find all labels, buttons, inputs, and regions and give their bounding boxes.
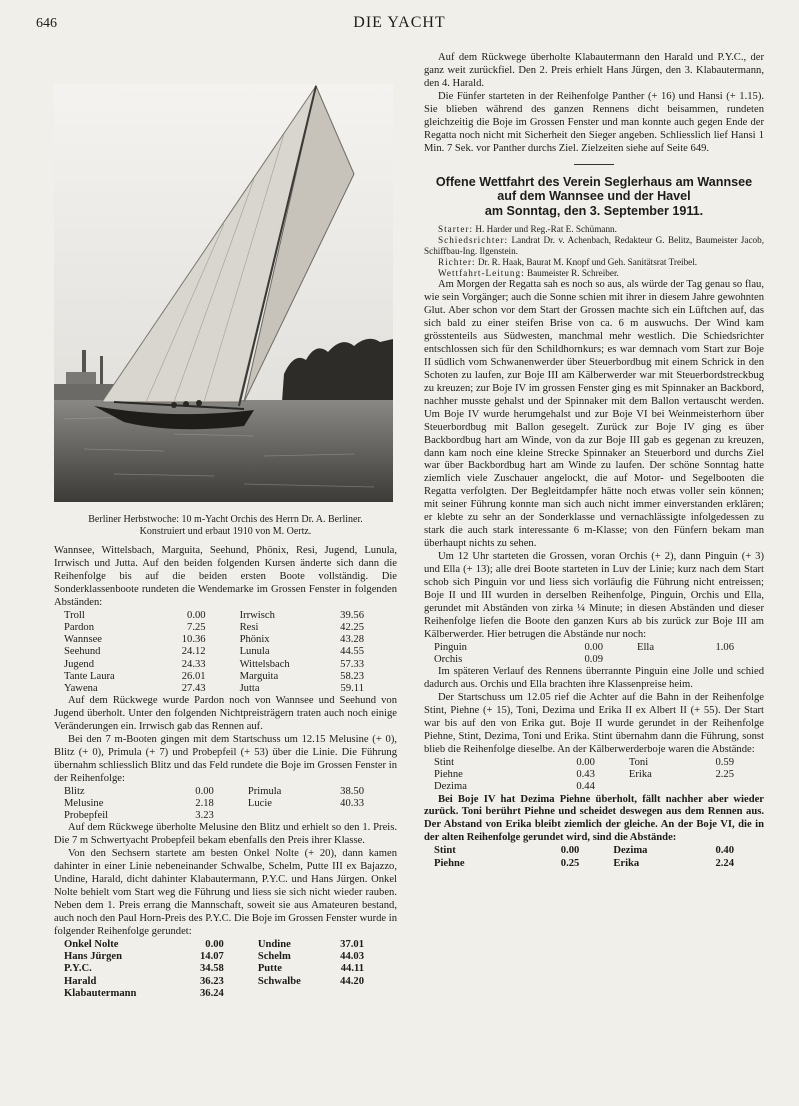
left-paragraph-1: Wannsee, Wittelsbach, Marguita, Seehund, Phönix, Resi, Jugend, Lunula, Irrwisch und Jutta. Auf den beiden folgenden Kursen änderte sich dann die Reihenfolge bis auf die beiden ersten Boote vollständig. Die Sonderklassenboote rundeten die Wendemarke im Grossen Fenster in folgenden Abständen: xyxy=(54,545,397,608)
headline-line-2: auf dem Wannsee und der Havel xyxy=(497,189,691,204)
yacht-photo-image xyxy=(54,84,393,502)
time-cell: 24.33 xyxy=(181,658,206,670)
time-cell: 34.58 xyxy=(199,963,224,975)
boat-name-cell: Putte xyxy=(257,963,282,975)
boat-name-cell: Tante Laura xyxy=(64,670,115,682)
time-cell xyxy=(323,810,364,822)
table-row xyxy=(64,951,364,963)
schiedsrichter-names: Landrat Dr. v. Achenbach, Redakteur G. Belitz, Baumeister Jacob, Schiffbau-Ing. Ilgenstein. xyxy=(424,235,765,257)
boat-name-cell: Jutta xyxy=(239,682,260,694)
time-cell xyxy=(695,654,734,666)
caption-line-1: Berliner Herbstwoche: 10 m-Yacht Orchis des Herrn Dr. A. Berliner. xyxy=(88,514,363,525)
boat-name-cell: Lunula xyxy=(239,646,270,658)
time-cell: 0.00 xyxy=(584,641,604,653)
figure-caption xyxy=(54,514,397,538)
time-cell: 26.01 xyxy=(181,670,206,682)
boat-name-cell: Undine xyxy=(257,939,291,951)
boat-name-cell: Blitz xyxy=(64,785,85,797)
boat-name-cell: P.Y.C. xyxy=(64,963,92,975)
left-paragraph-2: Auf dem Rückwege wurde Pardon noch von Wannsee und Seehund von Jugend überholt. Unter den folgenden Nichtpreisträgern traten auch noch einige Veränderungen ein. Irrwisch gab das Rennen auf. xyxy=(54,695,397,733)
time-cell: 0.00 xyxy=(576,756,595,768)
time-cell: 14.07 xyxy=(199,951,224,963)
time-cell: 39.56 xyxy=(340,609,364,621)
time-cell: 24.12 xyxy=(181,646,206,658)
right-paragraph-7: Bei Boje IV hat Dezima Piehne überholt, fällt nachher aber wieder zurück. Toni berührt Piehne und scheidet deswegen aus dem Rennen aus. Der Abstand von Erika bleibt ziemlich der gleiche. An der Boje VI, die in der alten Reihenfolge gerundet wird, sind die Abstände: xyxy=(424,793,764,844)
boat-name-cell: Irrwisch xyxy=(239,609,275,621)
headline-line-1: Offene Wettfahrt des Verein Seglerhaus am Wannsee xyxy=(435,174,753,189)
table-row xyxy=(64,671,364,683)
time-cell: 43.28 xyxy=(340,634,364,646)
table-row xyxy=(434,654,734,666)
boat-name-cell: Stint xyxy=(434,845,456,857)
left-table-sonderklasse xyxy=(64,610,364,695)
time-cell: 0.09 xyxy=(584,654,604,666)
left-table-6m xyxy=(64,939,364,1000)
time-cell: 10.36 xyxy=(181,634,206,646)
table-row xyxy=(434,858,734,870)
left-column-text xyxy=(54,545,397,1000)
time-cell: 44.20 xyxy=(340,975,364,987)
left-table-7m xyxy=(64,786,364,823)
time-cell: 37.01 xyxy=(340,939,364,951)
boat-name-cell: Schwalbe xyxy=(257,975,301,987)
time-cell: 40.33 xyxy=(340,798,364,810)
boat-name-cell: Schelm xyxy=(257,951,291,963)
boat-name-cell: Resi xyxy=(239,621,259,633)
table-row xyxy=(64,810,364,822)
right-paragraph-5: Im späteren Verlauf des Rennens überrannte Pinguin eine Jolle und schied dadurch aus. Orchis und Ella brachten ihre Klassenpreise heim. xyxy=(424,666,764,691)
time-cell: 38.50 xyxy=(340,785,364,797)
time-cell: 2.18 xyxy=(195,798,214,810)
schiedsrichter-line xyxy=(424,235,764,257)
schiedsrichter-label: Schiedsrichter: xyxy=(438,235,509,246)
table-row xyxy=(434,781,734,793)
time-cell: 36.24 xyxy=(199,987,224,999)
left-paragraph-4: Auf dem Rückwege überholte Melusine den Blitz und erhielt so den 1. Preis. Die 7 m Schwertyacht Probepfeil bekam ebenfalls den Preis ihrer Klasse. xyxy=(54,822,397,847)
boat-name-cell: Onkel Nolte xyxy=(64,939,119,951)
boat-name-cell: Klabautermann xyxy=(64,987,137,999)
boat-name-cell xyxy=(637,654,695,666)
time-cell: 3.23 xyxy=(195,810,214,822)
time-cell: 0.00 xyxy=(187,609,206,621)
table-row xyxy=(64,963,364,975)
table-row xyxy=(434,845,734,857)
boat-name-cell: Melusine xyxy=(64,798,104,810)
time-cell: 0.00 xyxy=(560,845,580,857)
time-cell: 1.06 xyxy=(715,641,734,653)
boat-name-cell: Piehne xyxy=(434,769,463,781)
time-cell: 2.24 xyxy=(715,857,734,869)
table-row xyxy=(64,939,364,951)
table-row xyxy=(64,683,364,695)
time-cell: 57.33 xyxy=(340,658,364,670)
table-row xyxy=(434,757,734,769)
time-cell: 0.00 xyxy=(195,785,214,797)
time-cell: 0.00 xyxy=(205,939,224,951)
boat-name-cell: Wittelsbach xyxy=(239,658,290,670)
boat-name-cell: Primula xyxy=(247,785,282,797)
boat-name-cell xyxy=(258,988,331,1000)
time-cell: 44.11 xyxy=(340,963,364,975)
time-cell: 0.25 xyxy=(560,857,580,869)
right-table-grosse xyxy=(434,642,734,666)
boat-name-cell: Marguita xyxy=(239,670,279,682)
yacht-photograph xyxy=(54,84,393,502)
right-paragraph-2: Die Fünfer starteten in der Reihenfolge Panther (+ 16) und Hansi (+ 1.15). Sie blieben während des ganzen Rennens dicht beisammen, rundeten gleichzeitig die Boje im Grossen Fenster und man konnte auch gegen Ende der Regatta noch nicht mit Sicherheit den Sieger angeben. Schliesslich lief Hansi 1 Min. 7 Sek. vor Panther durchs Ziel. Zielzeiten siehe auf Seite 649. xyxy=(424,90,764,154)
right-table-achter-1 xyxy=(434,757,734,794)
time-cell: 0.59 xyxy=(715,756,734,768)
time-cell xyxy=(331,988,364,1000)
left-paragraph-3: Bei den 7 m-Booten gingen mit dem Startschuss um 12.15 Melusine (+ 0), Blitz (+ 0), Primula (+ 7) und Probepfeil (+ 53) über die Linie. Die Führung übernahm schliesslich Blitz und das Feld rundete die Boje im Grossen Fenster in der Reihenfolge: xyxy=(54,734,397,784)
time-cell: 27.43 xyxy=(181,682,206,694)
time-cell: 44.03 xyxy=(340,951,364,963)
running-head: DIE YACHT xyxy=(353,14,446,31)
richter-label: Richter: xyxy=(438,257,476,268)
table-row xyxy=(64,798,364,810)
time-cell: 58.23 xyxy=(340,670,364,682)
table-row xyxy=(64,786,364,798)
right-paragraph-1: Auf dem Rückwege überholte Klabautermann den Harald und P.Y.C., der ganz weit zurückfiel. Den 2. Preis erhielt Hans Jürgen, den 3. Klabautermann, den 4. Harald. xyxy=(424,52,764,89)
table-row xyxy=(64,988,364,1000)
page-number: 646 xyxy=(36,16,57,31)
time-cell: 0.44 xyxy=(576,781,595,793)
starter-names: H. Harder und Reg.-Rat E. Schümann. xyxy=(475,224,617,235)
boat-name-cell: Hans Jürgen xyxy=(64,951,122,963)
boat-name-cell: Yawena xyxy=(64,682,98,694)
time-cell: 44.55 xyxy=(340,646,364,658)
section-headline xyxy=(424,175,764,219)
time-cell: 36.23 xyxy=(199,975,224,987)
table-row xyxy=(64,622,364,634)
boat-name-cell: Pinguin xyxy=(434,641,467,653)
boat-name-cell xyxy=(248,810,323,822)
boat-name-cell: Troll xyxy=(64,609,85,621)
table-row xyxy=(64,610,364,622)
table-row xyxy=(64,646,364,658)
right-table-achter-2 xyxy=(434,845,734,869)
left-paragraph-5: Von den Sechsern startete am besten Onkel Nolte (+ 20), dann kamen dahinter in einer Linie nebeneinander Schwalbe, Schelm, Putte III ex Bajazzo, Undine, Harald, dicht dahinter Klabautermann, P.Y.C. und Hans Jürgen. Onkel Nolte behielt vom Start weg die Führung und liess sie sich nicht wieder rauben. Neben dem 1. Preis errang die Mannschaft, soweit sie aus Amateuren bestand, auch noch den Paul Horn-Preis des P.Y.C. Die Boje im Grossen Fenster wurde in folgender Reihenfolge gerundet: xyxy=(54,848,397,938)
table-row xyxy=(64,976,364,988)
time-cell: 7.25 xyxy=(187,621,206,633)
caption-line-2: Konstruiert und erbaut 1910 von M. Oertz. xyxy=(139,526,312,537)
officials-block xyxy=(424,224,764,279)
right-paragraph-3: Am Morgen der Regatta sah es noch so aus, als würde der Tag genau so flau, wie sein Vorgänger; auch die Sonne schien mit ihrer in diesem Jahre gewohnten Glut. Aber schon vor dem Start der Grossen machte sich ein Lüftchen auf, das sich bald zu einer steifen Brise von ca. 6 m auswuchs. Der Wind kam grösstenteils aus Südwesten, manchmal mehr westlich. Die Schiedsrichter entschlossen sich für den Schildhornkurs; es war demnach vom Start zur Boje II südlich vom Schwanenwerder über Steuerbordbug mit einem Schrick in den Schoten zu laufen, zur Boje III am Kälberwerder war mit Steuerbordstreckbug zu kreuzen; zur Boje IV im grossen Fenster ging es mit Spinnaker an Backbord, nachher musste gehalst und der Spinnaker mit dem Ballon vertauscht werden. Um Boje IV wurde herumgehalst und zur Boje VI bei Weinmeisterhorn über Steuerbordbug mit Ballon gesegelt. Zurück zur Boje IV ging es über Backbordbug hart am Winde, von da zur Boje III gab es gegenan zu kreuzen, dann kam noch eine kleine Strecke Spinnaker an Steuerbord und durchs Ziel war über Backbordbug hart am Winde zu laufen. Der schöne Sonntag hatte ziemlich viele Zuschauer angelockt, die auf Motor- und Segelbooten die Regatta verfolgten. Der Begleitdampfer hätte noch etwas voller sein können; mit seiner Führung konnte man sich auch nicht immer einverstanden erklären; er klebte zu sehr an der Sonderklasse und vernachlässigte infolgedessen zu stark die auch stark interessante 6 m-Klasse; von den Fünfern bekam man überhaupt nichts zu sehen. xyxy=(424,279,764,550)
boat-name-cell xyxy=(629,781,696,793)
time-cell: 42.25 xyxy=(340,621,364,633)
boat-name-cell: Jugend xyxy=(64,658,95,670)
headline-line-3: am Sonntag, den 3. September 1911. xyxy=(484,203,704,218)
time-cell: 0.40 xyxy=(715,845,734,857)
right-column xyxy=(424,52,764,870)
richter-line xyxy=(424,257,764,268)
starter-line xyxy=(424,224,764,235)
boat-name-cell: Harald xyxy=(64,975,97,987)
boat-name-cell: Erika xyxy=(613,857,640,869)
right-paragraph-4: Um 12 Uhr starteten die Grossen, voran Orchis (+ 2), dann Pinguin (+ 3) und Ella (+ 13); alle drei Boote starteten in Luv der Linie; kurz nach dem Start schob sich Pinguin vor und liess sich vorläufig die Führung nicht entreissen; Boje II und III wurden in derselben Reihenfolge, Pinguin, Orchis und Ella, gerundet mit Abständen von zirka ¼ Minute; in diesen Abständen und dieser Reihenfolge liefen die Boote den ganzen Kurs ab bis zurück zur Boje III am Kälberwerder. Hier betrugen die Abstände nur noch: xyxy=(424,551,764,640)
boat-name-cell: Lucie xyxy=(247,798,272,810)
boat-name-cell: Orchis xyxy=(434,654,463,666)
boat-name-cell: Ella xyxy=(637,641,655,653)
richter-names: Dr. R. Haak, Baurat M. Knopf und Geh. Sanitätsrat Treibel. xyxy=(477,257,698,268)
boat-name-cell: Piehne xyxy=(434,857,465,869)
time-cell: 59.11 xyxy=(340,682,364,694)
boat-name-cell: Seehund xyxy=(64,646,101,658)
boat-name-cell: Dezima xyxy=(613,845,648,857)
section-divider xyxy=(574,164,614,165)
boat-name-cell: Wannsee xyxy=(64,634,102,646)
boat-name-cell: Phönix xyxy=(239,634,270,646)
right-paragraph-6: Der Startschuss um 12.05 rief die Achter auf die Bahn in der Reihenfolge Stint, Piehne (+ 15), Toni, Dezima und Erika II ex Albert II (+ 55). Der Start war bis auf den von Erika gut. Boje II wurde gerundet in der Reihenfolge Piehne, Stint, Dezima, Toni und Erika. Stint übernahm dann die Führung, sonst blieb die Reihenfolge dieselbe. An der Kälberwerderboje waren die Abstände: xyxy=(424,692,764,755)
boat-name-cell: Toni xyxy=(628,756,649,768)
boat-name-cell: Pardon xyxy=(64,621,95,633)
time-cell: 0.43 xyxy=(576,769,595,781)
boat-name-cell: Stint xyxy=(434,756,455,768)
time-cell: 2.25 xyxy=(715,769,734,781)
boat-name-cell: Probepfeil xyxy=(64,810,109,822)
leitung-names: Baumeister R. Schreiber. xyxy=(526,268,619,279)
table-row xyxy=(434,769,734,781)
leitung-line xyxy=(424,268,764,279)
boat-name-cell: Dezima xyxy=(434,781,467,793)
boat-name-cell: Erika xyxy=(628,769,652,781)
leitung-label: Wettfahrt-Leitung: xyxy=(438,268,525,279)
time-cell xyxy=(696,781,734,793)
table-row xyxy=(64,634,364,646)
table-row xyxy=(64,659,364,671)
starter-label: Starter: xyxy=(438,224,474,235)
table-row xyxy=(434,642,734,654)
